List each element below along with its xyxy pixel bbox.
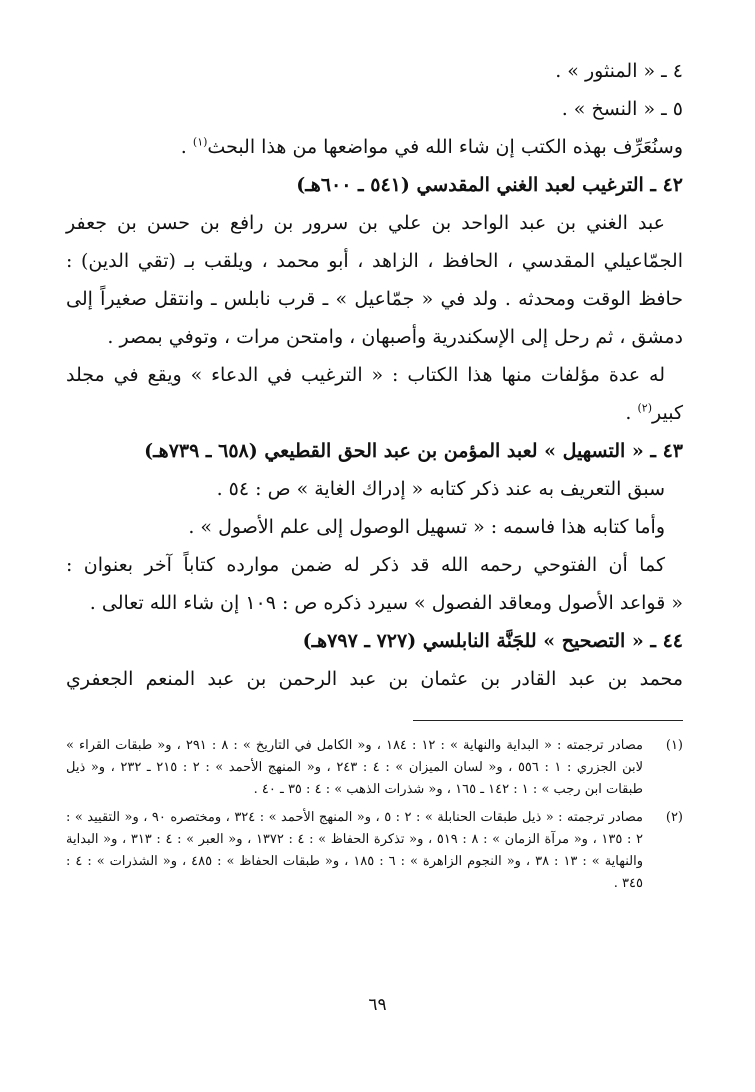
- paragraph-line: له عدة مؤلفات منها هذا الكتاب : « الترغيب في الدعاء » ويقع في مجلد: [66, 364, 665, 386]
- paragraph-line: « قواعد الأصول ومعاقد الفصول » سيرد ذكره ص : ١٠٩ إن شاء الله تعالى .: [89, 592, 683, 614]
- footnote-1: [66, 735, 683, 801]
- paragraph-line: وأما كتابه هذا فاسمه : « تسهيل الوصول إلى علم الأصول » .: [188, 516, 665, 538]
- footnote-number: (١): [665, 738, 683, 753]
- paragraph-line: عبد الغني بن عبد الواحد بن علي بن سرور بن رافع بن حسن بن جعفر: [66, 212, 665, 234]
- footnote-text: مصادر ترجمته : « ذيل طبقات الحنابلة » : ٢ : ٥ ، و« المنهج الأحمد » : ٣٢٤ ، ومختصره ٩٠ ، و« التقييد » : ٢ : ١٣٥ ، و« مرآة الزمان » : ٨ : ٥١٩ ، و« تذكرة الحفاظ » : ٤ : ١٣٧٢ ، و« العبر » : ٤ : ٣١٣ ، و« البداية والنهاية » : ١٣ : ٣٨ ، و« النجوم الزاهرة » : ٦ : ١٨٥ ، و« طبقات الحفاظ » : ٤٨٥ ، و« الشذرات » : ٤ : ٣٤٥ .: [66, 810, 644, 891]
- footnote-2: [66, 807, 683, 895]
- paragraph-line: سبق التعريف به عند ذكر كتابه « إدراك الغاية » ص : ٥٤ .: [216, 478, 665, 500]
- paragraph-line: دمشق ، ثم رحل إلى الإسكندرية وأصبهان ، وامتحن مرات ، وتوفي بمصر .: [107, 326, 683, 348]
- entry-heading-44: ٤٤ ـ « التصحيح » للجَنَّة النابلسي (٧٢٧ ـ ٧٩٧هـ): [302, 630, 683, 652]
- entry-heading-42: ٤٢ ـ الترغيب لعبد الغني المقدسي (٥٤١ ـ ٦٠٠هـ): [296, 174, 683, 196]
- page-number: ٦٩: [368, 995, 387, 1015]
- list-item-manthur: ٤ ـ « المنثور » .: [555, 60, 683, 82]
- footnote-divider: [413, 720, 683, 721]
- paragraph-intro: وسنُعَرِّف بهذه الكتب إن شاء الله في مواضعها من هذا البحث$^{(١)}$ .: [180, 135, 683, 158]
- paragraph-line: حافظ الوقت ومحدثه . ولد في « جمّاعيل » ـ قرب نابلس ـ وانتقل صغيراً إلى: [66, 288, 683, 310]
- paragraph-line: كما أن الفتوحي رحمه الله قد ذكر له ضمن موارده كتاباً آخر بعنوان :: [66, 554, 665, 576]
- paragraph-text: كبير: [652, 402, 683, 424]
- paragraph-line: محمد بن عبد القادر بن عثمان بن عبد الرحمن بن عبد المنعم الجعفري: [66, 668, 683, 690]
- footnote-number: (٢): [665, 810, 683, 825]
- paragraph-line: كبير$^{(٢)}$ .: [625, 401, 683, 424]
- footnote-marker: (٢): [637, 401, 652, 415]
- list-item-naskh: ٥ ـ « النسخ » .: [561, 98, 683, 120]
- entry-heading-43: ٤٣ ـ « التسهيل » لعبد المؤمن بن عبد الحق القطيعي (٦٥٨ ـ ٧٣٩هـ): [144, 440, 683, 462]
- paragraph-line: الجمّاعيلي المقدسي ، الحافظ ، الزاهد ، أبو محمد ، ويلقب بـ (تقي الدين) :: [66, 250, 683, 272]
- footnote-text: مصادر ترجمته : « البداية والنهاية » : ١٢ : ١٨٤ ، و« الكامل في التاريخ » : ٨ : ٢٩١ ، و« طبقات القراء » لابن الجزري : ١ : ٥٥٦ ، و« لسان الميزان » : ٤ : ٢٤٣ ، و« المنهج الأحمد » : ٢ : ٢١٥ ـ ٢٣٢ ، و« ذيل طبقات ابن رجب » : ١ : ١٤٢ ـ ١٦٥ ، و« شذرات الذهب » : ٤ : ٣٥ ـ ٤٠ .: [66, 738, 644, 797]
- footnote-marker: (١): [192, 135, 208, 149]
- paragraph-text: وسنُعَرِّف بهذه الكتب إن شاء الله في مواضعها من هذا البحث: [207, 136, 683, 158]
